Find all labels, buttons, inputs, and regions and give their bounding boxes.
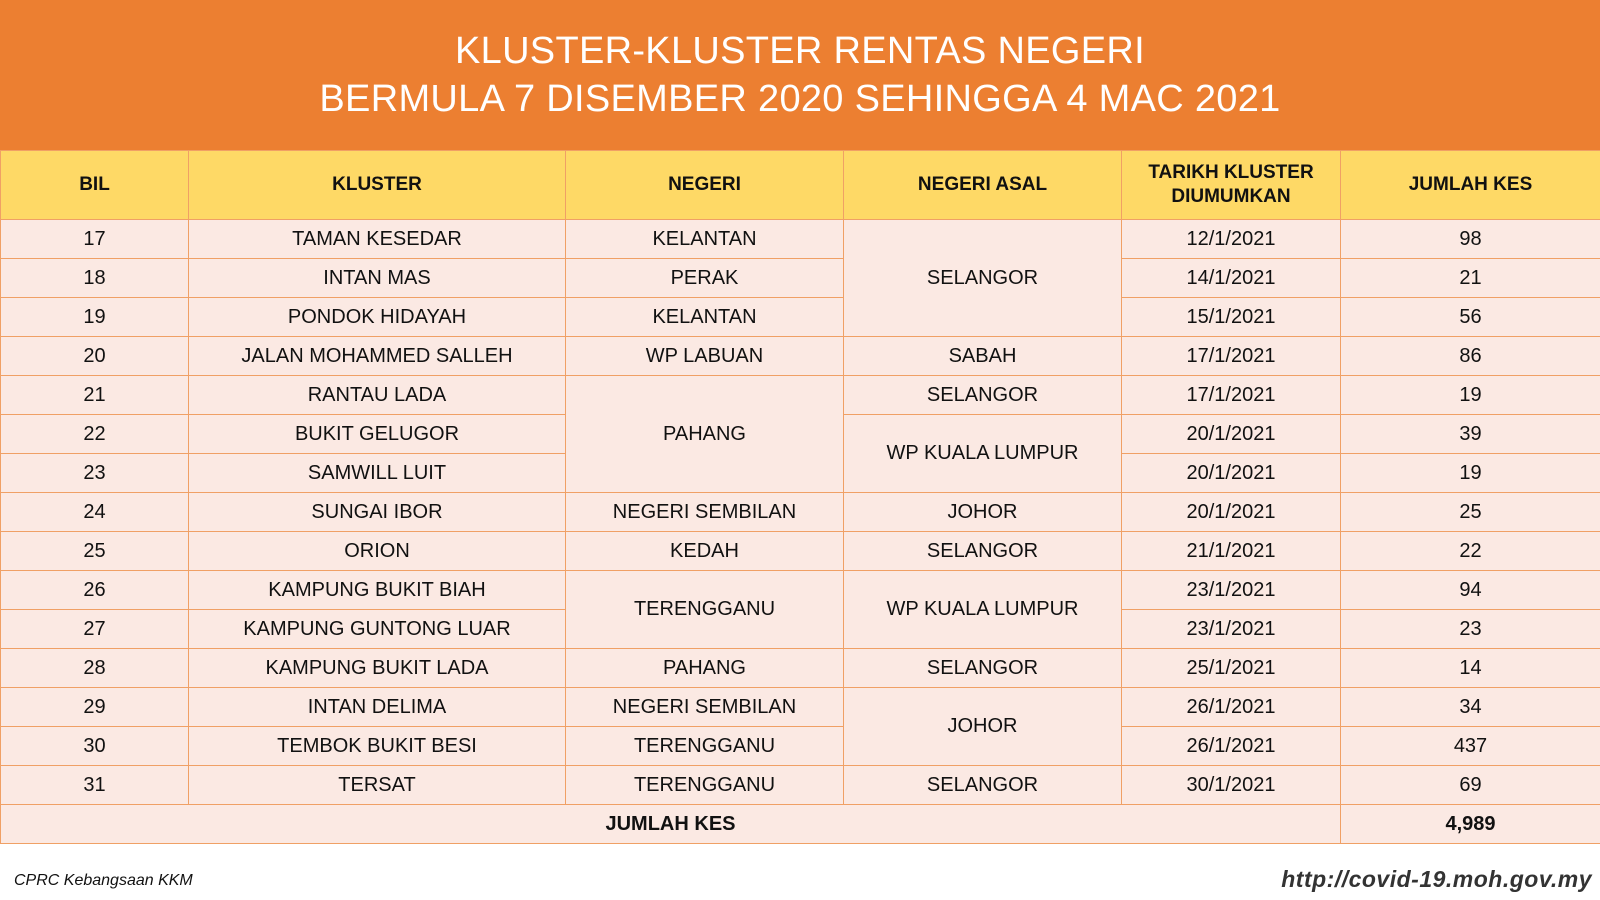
cell-negeri: PAHANG [566, 649, 844, 688]
title-banner [0, 0, 1600, 150]
cell-negeri: TERENGGANU [566, 571, 844, 649]
cell-bil: 28 [1, 649, 189, 688]
cell-negeri: KEDAH [566, 532, 844, 571]
cell-tarikh: 15/1/2021 [1122, 298, 1341, 337]
cell-jumlah: 34 [1341, 688, 1600, 727]
cell-kluster: ORION [189, 532, 566, 571]
cell-negeri: KELANTAN [566, 298, 844, 337]
cell-kluster: PONDOK HIDAYAH [189, 298, 566, 337]
cell-tarikh: 20/1/2021 [1122, 454, 1341, 493]
cell-bil: 23 [1, 454, 189, 493]
website-url: http://covid-19.moh.gov.my [1281, 866, 1592, 892]
cell-negeri: TERENGGANU [566, 727, 844, 766]
cell-tarikh: 30/1/2021 [1122, 766, 1341, 805]
cell-negeri-asal: WP KUALA LUMPUR [844, 415, 1122, 493]
cell-kluster: INTAN MAS [189, 259, 566, 298]
title-line-1: KLUSTER-KLUSTER RENTAS NEGERI [454, 30, 1145, 72]
cell-negeri-asal: SABAH [844, 337, 1122, 376]
cell-negeri-asal: WP KUALA LUMPUR [844, 571, 1122, 649]
cluster-table [0, 150, 1600, 844]
cell-negeri: PERAK [566, 259, 844, 298]
header-negeri: NEGERI [566, 151, 844, 220]
cell-kluster: SAMWILL LUIT [189, 454, 566, 493]
cell-jumlah: 23 [1341, 610, 1600, 649]
cell-kluster: INTAN DELIMA [189, 688, 566, 727]
cell-bil: 24 [1, 493, 189, 532]
cell-bil: 22 [1, 415, 189, 454]
cell-jumlah: 94 [1341, 571, 1600, 610]
cell-tarikh: 20/1/2021 [1122, 493, 1341, 532]
table-row [1, 766, 1600, 805]
cell-bil: 31 [1, 766, 189, 805]
cell-negeri: NEGERI SEMBILAN [566, 688, 844, 727]
cell-tarikh: 12/1/2021 [1122, 220, 1341, 259]
cell-tarikh: 17/1/2021 [1122, 337, 1341, 376]
cell-negeri-asal: SELANGOR [844, 220, 1122, 337]
table-row [1, 649, 1600, 688]
cell-bil: 18 [1, 259, 189, 298]
cell-negeri-asal: JOHOR [844, 688, 1122, 766]
cell-bil: 30 [1, 727, 189, 766]
header-tarikh-line-2: DIUMUMKAN [1171, 186, 1291, 207]
cell-bil: 20 [1, 337, 189, 376]
header-row [1, 151, 1600, 220]
cell-kluster: SUNGAI IBOR [189, 493, 566, 532]
total-value: 4,989 [1341, 805, 1600, 844]
total-label: JUMLAH KES [1, 805, 1341, 844]
cell-bil: 29 [1, 688, 189, 727]
cell-kluster: TAMAN KESEDAR [189, 220, 566, 259]
table-row [1, 571, 1600, 610]
cell-kluster: TEMBOK BUKIT BESI [189, 727, 566, 766]
cell-negeri: NEGERI SEMBILAN [566, 493, 844, 532]
cell-bil: 25 [1, 532, 189, 571]
cell-bil: 19 [1, 298, 189, 337]
table-row [1, 259, 1600, 298]
cell-kluster: TERSAT [189, 766, 566, 805]
cell-jumlah: 19 [1341, 454, 1600, 493]
table-row [1, 727, 1600, 766]
total-row [1, 805, 1600, 844]
cell-negeri-asal: SELANGOR [844, 766, 1122, 805]
title-line-2: BERMULA 7 DISEMBER 2020 SEHINGGA 4 MAC 2021 [319, 78, 1281, 120]
cell-kluster: KAMPUNG BUKIT BIAH [189, 571, 566, 610]
cell-tarikh: 23/1/2021 [1122, 571, 1341, 610]
cell-negeri: WP LABUAN [566, 337, 844, 376]
table-row [1, 493, 1600, 532]
cell-jumlah: 86 [1341, 337, 1600, 376]
cell-negeri-asal: SELANGOR [844, 532, 1122, 571]
cell-kluster: RANTAU LADA [189, 376, 566, 415]
cell-jumlah: 437 [1341, 727, 1600, 766]
cell-bil: 27 [1, 610, 189, 649]
header-kluster: KLUSTER [189, 151, 566, 220]
cell-jumlah: 39 [1341, 415, 1600, 454]
cell-negeri-asal: JOHOR [844, 493, 1122, 532]
cell-kluster: KAMPUNG GUNTONG LUAR [189, 610, 566, 649]
cell-tarikh: 21/1/2021 [1122, 532, 1341, 571]
cell-negeri-asal: SELANGOR [844, 376, 1122, 415]
table-row [1, 376, 1600, 415]
header-tarikh [1122, 151, 1341, 220]
cell-negeri: KELANTAN [566, 220, 844, 259]
cell-tarikh: 20/1/2021 [1122, 415, 1341, 454]
cell-negeri-asal: SELANGOR [844, 649, 1122, 688]
table-row [1, 298, 1600, 337]
cell-negeri: PAHANG [566, 376, 844, 493]
cell-jumlah: 22 [1341, 532, 1600, 571]
table-row [1, 688, 1600, 727]
header-tarikh-line-1: TARIKH KLUSTER [1148, 162, 1314, 183]
cell-jumlah: 19 [1341, 376, 1600, 415]
cell-kluster: JALAN MOHAMMED SALLEH [189, 337, 566, 376]
cell-tarikh: 25/1/2021 [1122, 649, 1341, 688]
cell-bil: 21 [1, 376, 189, 415]
cell-jumlah: 98 [1341, 220, 1600, 259]
table-row [1, 532, 1600, 571]
table-row [1, 337, 1600, 376]
cell-tarikh: 17/1/2021 [1122, 376, 1341, 415]
cell-jumlah: 21 [1341, 259, 1600, 298]
table-row [1, 220, 1600, 259]
header-bil: BIL [1, 151, 189, 220]
cell-jumlah: 14 [1341, 649, 1600, 688]
cell-jumlah: 56 [1341, 298, 1600, 337]
cell-tarikh: 26/1/2021 [1122, 688, 1341, 727]
cell-kluster: KAMPUNG BUKIT LADA [189, 649, 566, 688]
cell-tarikh: 14/1/2021 [1122, 259, 1341, 298]
cell-jumlah: 25 [1341, 493, 1600, 532]
cell-bil: 26 [1, 571, 189, 610]
header-negeri-asal: NEGERI ASAL [844, 151, 1122, 220]
header-jumlah-kes: JUMLAH KES [1341, 151, 1600, 220]
cell-jumlah: 69 [1341, 766, 1600, 805]
cell-tarikh: 26/1/2021 [1122, 727, 1341, 766]
cell-tarikh: 23/1/2021 [1122, 610, 1341, 649]
source-credit: CPRC Kebangsaan KKM [14, 872, 193, 889]
cell-bil: 17 [1, 220, 189, 259]
cell-negeri: TERENGGANU [566, 766, 844, 805]
cell-kluster: BUKIT GELUGOR [189, 415, 566, 454]
